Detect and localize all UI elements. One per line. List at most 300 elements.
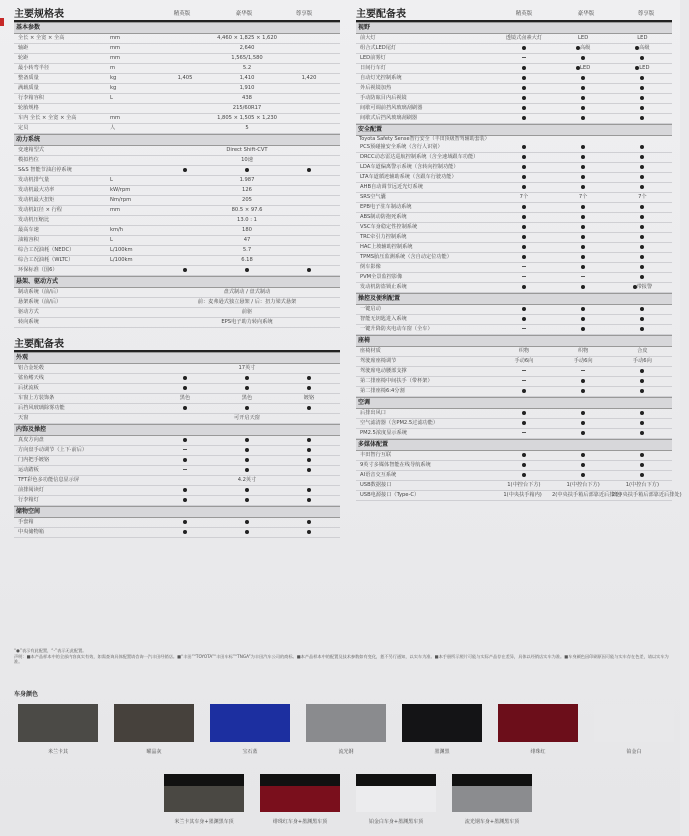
included-dot	[522, 317, 526, 321]
row-label: 满载质量	[18, 85, 39, 91]
included-dot	[183, 488, 187, 492]
trim-cell-2	[554, 305, 613, 314]
trim-cell-1	[494, 213, 553, 222]
config-title-left: 主要配备表	[14, 339, 64, 350]
cell-value: 80.5 × 97.6	[231, 207, 263, 213]
color-name: 绯珠红车身+墨渊黑车顶	[272, 819, 328, 825]
included-dot	[640, 225, 644, 229]
included-dot	[307, 448, 311, 452]
table-row	[14, 308, 340, 318]
spec-header	[14, 4, 340, 22]
row-unit: kW/rpm	[110, 187, 131, 193]
included-dot	[183, 268, 187, 272]
trim-cell-1	[494, 143, 553, 152]
trim-cell-3	[613, 273, 672, 282]
table-row	[356, 419, 672, 429]
trim-cell-1	[494, 377, 553, 386]
trim-cell-2	[554, 153, 613, 162]
table-row	[14, 124, 340, 134]
table-row	[14, 318, 340, 328]
merged-cell	[154, 196, 340, 205]
included-dot	[640, 369, 644, 373]
row-label: DRCC动态雷达巡航控制系统（含全速域跟车功能）	[360, 154, 479, 160]
color-swatch	[114, 704, 194, 742]
included-dot	[581, 317, 585, 321]
row-label: USB数据接口	[360, 482, 392, 488]
table-row	[356, 491, 682, 501]
included-dot	[522, 463, 526, 467]
trim-cell-3	[613, 94, 672, 103]
trim-cell-2	[552, 491, 622, 500]
trim-cell-1	[494, 54, 553, 63]
row-label: 制动系统（前/后）	[18, 289, 62, 295]
trim-cell-3	[613, 263, 672, 272]
table-row	[14, 156, 340, 166]
row-label: 发动机最大扭矩	[18, 197, 55, 203]
colors-title: 车身颜色	[14, 691, 39, 698]
row-unit: kg	[110, 75, 117, 81]
row-label: 后排出风口	[360, 410, 386, 416]
trim-cell-2	[554, 367, 613, 376]
included-dot	[245, 458, 249, 462]
table-row	[356, 305, 672, 315]
row-label: 9英寸多媒体智能在线导航系统	[360, 462, 431, 468]
cell-value: 215/60R17	[232, 105, 262, 111]
cell-value: 织物	[518, 348, 530, 354]
row-label: 空气滤清器（含PM2.5过滤功能）	[360, 420, 439, 426]
trim-cell-3	[613, 173, 672, 182]
cell-value: 5.7	[242, 247, 252, 253]
row-label: 发动机缸径 × 行程	[18, 207, 62, 213]
table-row	[14, 176, 340, 186]
included-dot	[522, 185, 526, 189]
section-header: 安全配置	[356, 124, 672, 136]
trim-cell-2	[554, 253, 613, 262]
table-row	[356, 325, 672, 335]
table-row	[356, 153, 672, 163]
trim-cell-3	[613, 243, 672, 252]
included-dot	[581, 453, 585, 457]
included-dot	[640, 453, 644, 457]
row-label: 第二排座椅6:4分割	[360, 388, 405, 394]
row-label: 油箱容积	[18, 237, 39, 243]
trim-cell-2	[554, 223, 613, 232]
trim-cell-2	[554, 233, 613, 242]
row-label: USB电源接口（Type-C）	[360, 492, 420, 498]
section-header: 操控及便利配置	[356, 293, 672, 305]
trim-cell-3	[278, 518, 340, 527]
included-with-note	[635, 65, 649, 71]
included-dot	[245, 488, 249, 492]
table-row	[14, 246, 340, 256]
trim-cell-1	[494, 203, 553, 212]
trim-cell-1	[494, 104, 553, 113]
included-dot	[640, 389, 644, 393]
included-dot	[183, 530, 187, 534]
included-dot	[640, 255, 644, 259]
included-dot	[640, 317, 644, 321]
included-dot	[581, 96, 585, 100]
cell-value: 1,565/1,580	[231, 55, 263, 61]
trim-cell-3	[278, 404, 340, 413]
table-row	[356, 94, 672, 104]
config-column	[356, 4, 682, 501]
included-dot	[522, 175, 526, 179]
row-label: 轮距	[18, 55, 29, 61]
trim-cell-3	[613, 54, 672, 63]
trim-cell-2	[216, 166, 278, 175]
table-row	[356, 114, 672, 124]
table-row	[14, 528, 340, 538]
cell-value: LED	[637, 35, 648, 41]
row-unit: mm	[110, 35, 121, 41]
row-label: 铝合金轮毂	[18, 365, 44, 371]
included-dot	[245, 376, 249, 380]
trim-cell-3	[613, 193, 672, 202]
cell-note: LED	[639, 65, 650, 71]
included-dot	[183, 168, 187, 172]
row-label: 轮胎规格	[18, 105, 39, 111]
trim-cell-1	[494, 471, 553, 480]
included-dot	[640, 265, 644, 269]
trim-cell-3	[278, 446, 340, 455]
section-header: 储物空间	[14, 506, 340, 518]
included-dot	[522, 255, 526, 259]
included-dot	[307, 468, 311, 472]
merged-cell	[154, 64, 340, 73]
included-with-note	[576, 65, 590, 71]
color-name: 流光钢车身+墨渊黑车顶	[464, 819, 520, 825]
row-label: TRC牵引力控制系统	[360, 234, 407, 240]
trim-cell-2	[216, 446, 278, 455]
trim-cell-1	[494, 223, 553, 232]
trim-cell-3	[613, 419, 672, 428]
row-unit: mm	[110, 45, 121, 51]
color-name: 米兰卡其车身+墨渊黑车顶	[174, 819, 234, 825]
trim-cell-3	[613, 153, 672, 162]
included-dot	[640, 86, 644, 90]
trim-cell-1	[154, 528, 216, 537]
table-row	[14, 74, 340, 84]
included-dot	[581, 86, 585, 90]
section-header: 悬架、驱动方式	[14, 276, 340, 288]
trim-cell-3	[278, 384, 340, 393]
included-dot	[245, 168, 249, 172]
trim-cell-2	[554, 173, 613, 182]
trim-cell-1	[494, 367, 553, 376]
row-unit	[110, 318, 154, 327]
merged-cell	[154, 54, 340, 63]
not-included-dash	[522, 432, 526, 433]
trim-cell-3	[613, 315, 672, 324]
row-unit: km/h	[110, 227, 124, 233]
color-name: 绯珠红	[530, 749, 546, 755]
trim-cell-2	[554, 54, 613, 63]
trim-cell-3	[613, 461, 672, 470]
included-dot	[581, 265, 585, 269]
included-dot	[581, 225, 585, 229]
merged-cell	[154, 236, 340, 245]
table-row	[14, 54, 340, 64]
row-label: 驾驶席座椅调节	[360, 358, 397, 364]
row-label: LTA车道循迹辅助系统（含跟车行驶功能）	[360, 174, 457, 180]
trim-cell-2	[554, 143, 613, 152]
section-header: 座椅	[356, 335, 672, 347]
table-row	[356, 315, 672, 325]
table-row	[356, 193, 672, 203]
not-included-dash	[522, 276, 526, 277]
row-label: 座椅材质	[360, 348, 381, 354]
included-dot	[581, 76, 585, 80]
included-dot	[522, 421, 526, 425]
row-label: 发动机最大功率	[18, 187, 55, 193]
merged-cell	[154, 216, 340, 225]
trim-cell-1	[493, 491, 552, 500]
table-row	[14, 266, 340, 276]
trim-cell-1	[494, 34, 553, 43]
cell-value: 前驱	[241, 309, 253, 315]
included-dot	[581, 116, 585, 120]
trim-cell-2	[216, 384, 278, 393]
table-row	[14, 446, 340, 456]
included-dot	[307, 498, 311, 502]
cell-value: 透镜式卤素大灯	[505, 35, 543, 41]
disclaimer-text: 声明：■本产品样本中的全部内容真实有效，如需查询具体配置请咨询一汽丰田经销店。■“丰田”“TOYOTA”“丰田车标”“TNGA”为丰田汽车公司的商标。■本产品样本中的配置及技术参数如有变化，恕不另行通知，以实车为准。■本手册所示照片可能与实际产品存在差异，具体以经销店实车为准。■车身颜色因印刷原因可能与实车存在色差，请以实车为准。	[14, 653, 669, 664]
trim-cell-1	[154, 466, 216, 475]
included-dot	[522, 307, 526, 311]
included-dot	[522, 165, 526, 169]
trim-cell-3	[613, 64, 672, 73]
trim-cell-1	[494, 451, 553, 460]
included-dot	[183, 386, 187, 390]
included-dot	[245, 268, 249, 272]
trim-cell-1	[494, 94, 553, 103]
included-dot	[640, 307, 644, 311]
included-dot	[581, 389, 585, 393]
included-dot	[581, 255, 585, 259]
row-label: TPMS胎压监测系统（含自动定位功能）	[360, 254, 452, 260]
spec-title: 主要规格表	[14, 9, 64, 20]
cell-note: 高级	[639, 45, 650, 51]
trim-header-r2: 豪华版	[577, 11, 595, 17]
trim-cell-2	[554, 461, 613, 470]
trim-cell-2	[554, 64, 613, 73]
color-name: 曜晶灰	[146, 749, 162, 755]
included-dot	[522, 76, 526, 80]
row-label: LED前雾灯	[360, 55, 386, 61]
row-unit	[110, 156, 154, 165]
trim-cell-2	[554, 387, 613, 396]
included-dot	[307, 530, 311, 534]
merged-cell	[154, 114, 340, 123]
trim-cell-3	[613, 203, 672, 212]
included-dot	[307, 520, 311, 524]
trim-cell-1	[494, 357, 553, 366]
row-unit	[110, 298, 154, 307]
included-dot	[640, 411, 644, 415]
table-row	[14, 34, 340, 44]
trim-cell-1	[154, 496, 216, 505]
row-label: 车内 全长 × 全宽 × 全高	[18, 115, 77, 121]
trim-cell-1	[494, 74, 553, 83]
table-row	[14, 414, 340, 424]
trim-cell-2	[554, 357, 613, 366]
table-row	[14, 256, 340, 266]
included-dot	[183, 498, 187, 502]
merged-cell	[154, 288, 340, 297]
trim-cell-2	[554, 481, 613, 490]
trim-cell-2	[554, 283, 613, 292]
table-row	[14, 384, 340, 394]
trim-cell-1	[154, 456, 216, 465]
group-label: Toyota Safety Sense智行安全（丰田顶级智驾辅助套装）	[359, 136, 490, 142]
table-row	[14, 518, 340, 528]
trim-cell-2	[216, 266, 278, 275]
row-label: 外后视镜加热	[360, 85, 392, 91]
trim-cell-3	[613, 387, 672, 396]
trim-cell-2	[216, 374, 278, 383]
included-dot	[522, 46, 526, 50]
table-row	[356, 367, 672, 377]
trim-cell-2	[216, 518, 278, 527]
cell-value: LED	[578, 35, 589, 41]
table-row	[356, 203, 672, 213]
trim-cell-3	[278, 266, 340, 275]
row-label: TFT彩色多功能信息显示屏	[18, 477, 80, 483]
merged-cell	[154, 298, 340, 307]
table-row	[356, 104, 672, 114]
included-dot	[245, 520, 249, 524]
included-dot	[581, 327, 585, 331]
not-included-dash	[581, 276, 585, 277]
cell-value: 手动6向	[573, 358, 593, 364]
included-dot	[245, 530, 249, 534]
cell-value: 126	[242, 187, 252, 193]
section-header: 基本参数	[14, 22, 340, 34]
trim-cell-3	[613, 347, 672, 356]
included-dot	[522, 389, 526, 393]
config-header-left	[14, 334, 340, 352]
merged-cell	[154, 94, 340, 103]
table-row	[14, 166, 340, 176]
included-dot	[522, 66, 526, 70]
trim-cell-2	[554, 409, 613, 418]
trim-cell-2	[554, 419, 613, 428]
trim-cell-1	[154, 518, 216, 527]
trim-cell-3	[278, 394, 340, 403]
table-row	[14, 206, 340, 216]
cell-value: 7个	[519, 194, 529, 200]
not-included-dash	[522, 328, 526, 329]
row-label: VSC车身稳定性控制系统	[360, 224, 418, 230]
cell-value: 可开启天窗	[234, 415, 260, 421]
cell-value: 1(中央扶手箱内)	[503, 492, 542, 498]
row-unit: mm	[110, 115, 121, 121]
included-dot	[640, 165, 644, 169]
included-dot	[522, 155, 526, 159]
table-row	[14, 436, 340, 446]
included-dot	[245, 386, 249, 390]
included-dot	[581, 205, 585, 209]
trim-cell-3	[613, 84, 672, 93]
trim-cell-1	[154, 436, 216, 445]
included-dot	[307, 268, 311, 272]
table-row	[14, 216, 340, 226]
trim-cell-1	[494, 315, 553, 324]
row-label: 门内把手镀铬	[18, 457, 50, 463]
trim-cell-2	[554, 243, 613, 252]
row-label: 前大灯	[360, 35, 376, 41]
included-dot	[581, 235, 585, 239]
trim-cell-3	[278, 496, 340, 505]
row-label: 丰田智行互联	[360, 452, 392, 458]
row-label: LDA车道偏离警示系统（含转向控制功能）	[360, 164, 459, 170]
trim-cell-1	[494, 273, 553, 282]
not-included-dash	[522, 266, 526, 267]
row-unit: L/100km	[110, 257, 133, 263]
trim-cell-1	[154, 446, 216, 455]
included-dot	[640, 463, 644, 467]
trim-cell-3	[613, 74, 672, 83]
table-row	[356, 263, 672, 273]
trim-cell-1	[494, 44, 553, 53]
merged-cell	[154, 146, 340, 155]
trim-header-r3: 尊享版	[637, 11, 655, 17]
cell-value: 2(中央扶手箱后部靠近后排处)	[552, 492, 622, 498]
two-tone-swatch	[260, 774, 340, 812]
color-name: 墨渊黑	[434, 749, 450, 755]
included-dot	[183, 376, 187, 380]
row-label: PVM全景监控影像	[360, 274, 403, 280]
trim-cell-2	[554, 193, 613, 202]
trim-cell-1	[494, 409, 553, 418]
row-label: 后扰流板	[18, 385, 39, 391]
trim-header-r1: 精英版	[515, 11, 533, 17]
trim-cell-2	[554, 163, 613, 172]
included-dot	[640, 379, 644, 383]
trim-cell-1	[494, 347, 553, 356]
trim-cell-3	[613, 253, 672, 262]
color-name: 铂金白车身+墨渊黑车顶	[368, 819, 424, 825]
included-dot	[581, 411, 585, 415]
trim-cell-3	[278, 436, 340, 445]
row-label: 定员	[18, 125, 29, 131]
included-dot	[307, 438, 311, 442]
row-label: 手动防眩目内后视镜	[360, 95, 407, 101]
trim-cell-2	[554, 203, 613, 212]
row-unit: L	[110, 237, 113, 243]
row-label: 鲨鱼鳍天线	[18, 375, 44, 381]
legend-note: “●”表示有此配置，“-”表示无此配置。	[14, 648, 87, 653]
trim-cell-3	[278, 374, 340, 383]
trim-cell-2	[554, 429, 613, 438]
row-label: 全长 × 全宽 × 全高	[18, 35, 65, 41]
table-row	[356, 387, 672, 397]
table-row	[14, 196, 340, 206]
row-unit: L/100km	[110, 247, 133, 253]
trim-cell-3	[613, 357, 672, 366]
config-title-right: 主要配备表	[356, 9, 406, 20]
included-dot	[522, 225, 526, 229]
table-row	[14, 226, 340, 236]
cell-value: 黑色	[241, 395, 253, 401]
trim-cell-1	[494, 233, 553, 242]
included-dot	[581, 245, 585, 249]
trim-cell-1	[494, 325, 553, 334]
table-row	[356, 54, 672, 64]
trim-cell-2	[554, 114, 613, 123]
row-label: SRS空气囊	[360, 194, 386, 200]
